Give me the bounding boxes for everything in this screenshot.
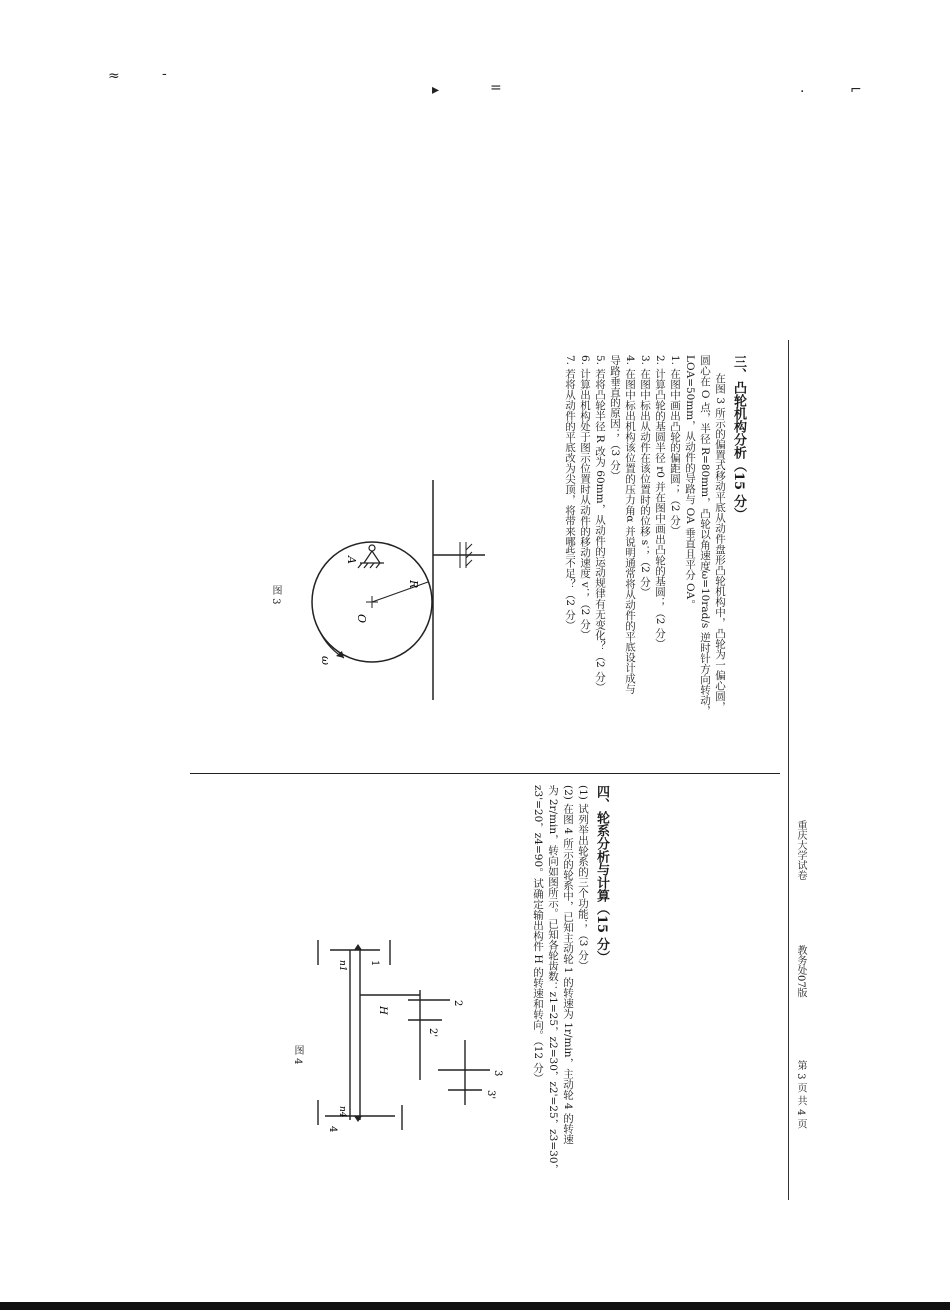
arrow-n4-icon <box>354 1116 362 1122</box>
header-rule <box>788 340 789 1200</box>
section3-line: 3. 在图中标出从动件在该位置时的位移 s；（2 分） <box>639 355 651 598</box>
figure4-caption: 图 4 <box>292 1045 303 1065</box>
label-a: A <box>345 556 358 564</box>
label-o: O <box>355 614 368 624</box>
scan-mark: ▸ <box>432 82 440 98</box>
section3-line: 5. 若将凸轮半径 R 改为 60mm，从动件的运动规律有无变化？（2 分） <box>594 355 606 693</box>
label-r: R <box>407 580 420 589</box>
arrow-n1-icon <box>354 944 362 950</box>
header-course: 教务处07版 <box>795 945 806 998</box>
figure3-caption: 图 3 <box>270 585 281 605</box>
section3-title: 三、凸轮机构分析（15 分） <box>731 355 746 521</box>
header-school: 重庆大学试卷 <box>795 820 806 880</box>
section3-line: LOA=50mm，从动件的导路与 OA 垂直且平分 OA。 <box>684 355 696 610</box>
label-n1: n1 <box>337 960 347 972</box>
section4-text <box>530 785 609 1235</box>
label-omega: ω <box>319 656 332 665</box>
scan-mark: · <box>800 84 805 100</box>
label-gear-3: 3 <box>492 1070 503 1077</box>
section3-line: 在图 3 所示的偏置式移动平底从动件盘形凸轮机构中，凸轮为一偏心圆， <box>714 373 726 712</box>
section3-line: 6. 计算出机构处于图示位置时从动件的移动速度 v；（2 分） <box>579 355 591 640</box>
scan-mark: ≈ <box>108 68 120 84</box>
section4-line: (2) 在图 4 所示的轮系中，已知主动轮 1 的转速为 1r/min，主动轮 4 的转速 <box>562 785 574 1145</box>
section3-line: 4. 在图中标出机构该位置的压力角α 并说明通常将从动件的平底设计成与 <box>624 355 636 694</box>
label-n4: n4 <box>337 1106 347 1118</box>
figure4-gear-train-diagram <box>310 920 530 1150</box>
scan-mark: ⌐ <box>850 82 862 98</box>
label-gear-1: 1 <box>369 960 380 967</box>
scan-mark: = <box>490 80 502 96</box>
scan-bottom-edge <box>0 1302 950 1310</box>
label-h: H <box>377 1006 388 1015</box>
section4-line: z3'=20，z4=90。试确定输出构件 H 的转速和转向。（12 分） <box>532 785 544 1084</box>
section4-title: 四、轮系分析与计算（15 分） <box>594 785 609 964</box>
section3-line: 1. 在图中画出凸轮的偏距圆；（2 分） <box>669 355 681 536</box>
figure3-cam-diagram <box>260 470 490 710</box>
label-gear-4: 4 <box>327 1126 338 1133</box>
label-gear-2: 2 <box>452 1000 463 1007</box>
section3-line: 2. 计算凸轮的基圆半径 r0 并在图中画出凸轮的基圆；（2 分） <box>654 355 666 649</box>
section-divider <box>190 773 780 774</box>
label-gear-3p: 3' <box>485 1090 496 1100</box>
section4-line: 为 2r/min，转向如图所示。已知各轮齿数：z1=25，z2=30，z2'=25，z3=30， <box>547 785 559 1175</box>
pivot-a-icon <box>358 545 384 568</box>
label-gear-2p: 2' <box>427 1028 438 1038</box>
scan-mark: - <box>162 66 167 82</box>
section3-line: 7. 若将从动件的平底改为尖顶，将带来哪些不足？（2 分） <box>564 355 576 631</box>
section3-line: 圆心在 O 点，半径 R=80mm，凸轮以角速度ω=10rad/s 逆时针方向转动， <box>699 355 711 716</box>
section3-text <box>562 355 746 765</box>
section4-line: (1) 试列举出轮系的三个功能；（3 分） <box>577 785 589 971</box>
section3-line: 导路垂直的原因；（3 分） <box>609 355 621 481</box>
header-page: 第 3 页 共 4 页 <box>795 1060 806 1129</box>
